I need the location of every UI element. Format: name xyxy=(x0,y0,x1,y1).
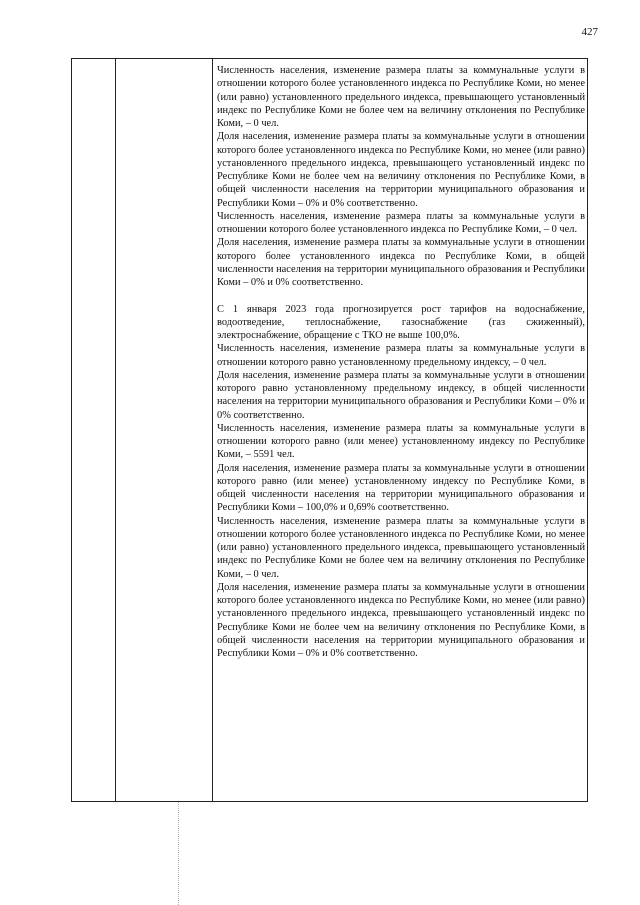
paragraph-1: Численность населения, изменение размера платы за коммунальные услуги в отношении которого более установленного индекса по Республике Коми, но менее (или равно) установленного предельного индекса, превышающего установленный индекс по Республике Коми не более чем на величину отклонения по Республике Коми, – 0 чел. xyxy=(217,65,585,129)
paragraph-7: Доля населения, изменение размера платы за коммунальные услуги в отношении которого равно установленному предельному индексу, в общей численности населения на территории муниципального образования и Республики Коми – 0% и 0% соответственно. xyxy=(217,369,585,421)
paragraph-8: Численность населения, изменение размера платы за коммунальные услуги в отношении которого равно (или менее) установленному индексу по Республике Коми, – 5591 чел. xyxy=(217,422,585,461)
table-column-divider-1 xyxy=(115,59,116,801)
paragraph-11: Доля населения, изменение размера платы за коммунальные услуги в отношении которого более установленного индекса по Республике Коми, но менее (или равно) установленного предельного индекса, превышающего установленный индекс по Республике Коми не более чем на величину отклонения по Республике Коми, в общей численности населения на территории муниципального образования и Республики Коми – 0% и 0% соответственно. xyxy=(217,581,585,659)
paragraph-4: Доля населения, изменение размера платы за коммунальные услуги в отношении которого более установленного индекса по Республике Коми, в общей численности населения на территории муниципального образования и Республики Коми – 0% и 0% соответственно. xyxy=(217,237,585,288)
paragraph-10: Численность населения, изменение размера платы за коммунальные услуги в отношении которого более установленного индекса по Республике Коми, но менее (или равно) установленного предельного индекса, превышающего установленный индекс по Республике Коми не более чем на величину отклонения по Республике Коми, – 0 чел. xyxy=(217,515,585,580)
paragraph-2: Доля населения, изменение размера платы за коммунальные услуги в отношении которого более установленного индекса по Республике Коми, но менее (или равно) установленного предельного индекса, превышающего установленный индекс по Республике Коми не более чем на величину отклонения по Республике Коми, в общей численности населения на территории муниципального образования и Республики Коми – 0% и 0% соответственно. xyxy=(217,131,585,209)
table-column-divider-2 xyxy=(212,59,213,801)
page-number: 427 xyxy=(581,26,598,38)
document-table xyxy=(71,58,588,802)
paragraph-3: Численность населения, изменение размера платы за коммунальные услуги в отношении которого более установленного индекса по Республике Коми, – 0 чел. xyxy=(217,210,585,235)
paragraph-9: Доля населения, изменение размера платы за коммунальные услуги в отношении которого равно (или менее) установленному индексу по Республике Коми, в общей численности населения на территории муниципального образования и Республики Коми – 100,0% и 0,69% соответственно. xyxy=(217,462,585,514)
scan-margin-line xyxy=(178,802,179,905)
paragraph-5: С 1 января 2023 года прогнозируется рост тарифов на водоснабжение, водоотведение, теплоснабжение, газоснабжение (газ сжиженный), электроснабжение, обращение с ТКО не выше 100,0%. xyxy=(217,303,585,341)
paragraph-6: Численность населения, изменение размера платы за коммунальные услуги в отношении которого равно установленному предельному индексу, – 0 чел. xyxy=(217,343,585,368)
table-cell-description xyxy=(217,64,585,660)
